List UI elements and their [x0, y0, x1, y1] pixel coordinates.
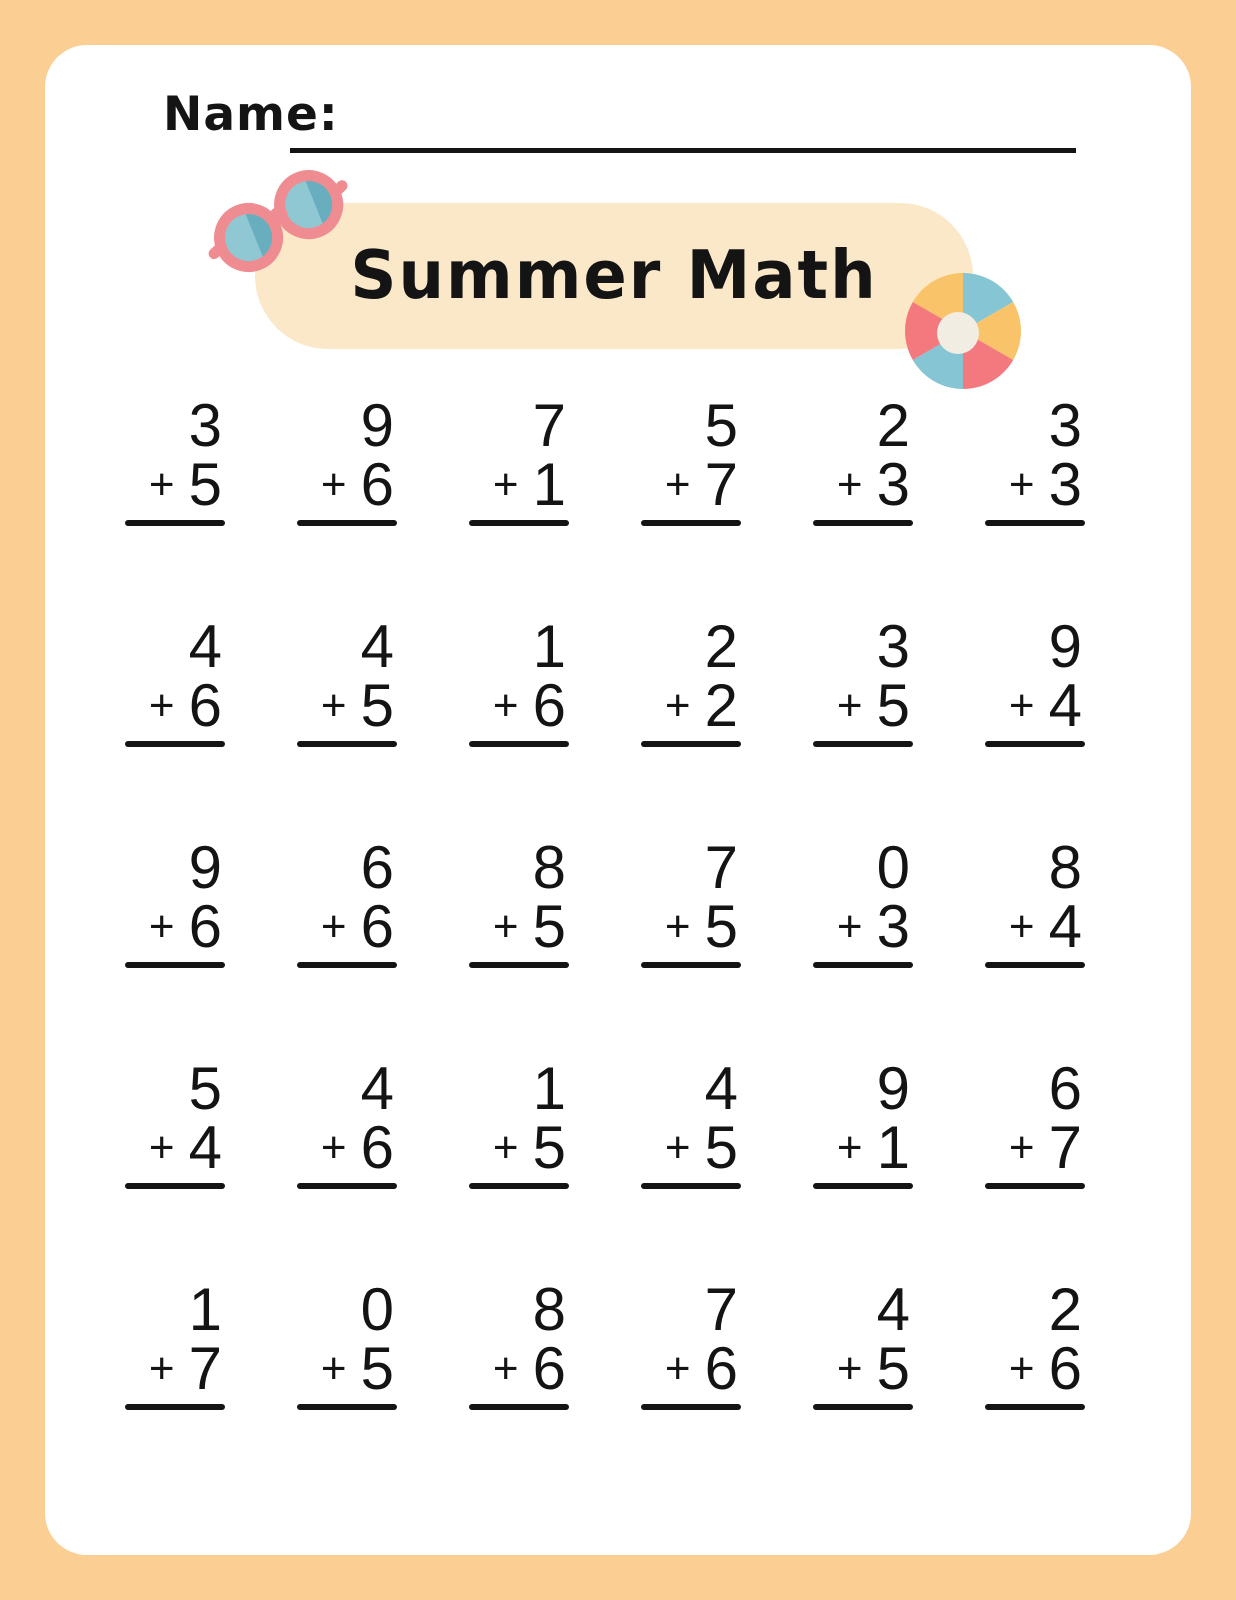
- addend-bottom: 6: [360, 893, 394, 960]
- plus-operator: +: [1008, 681, 1035, 730]
- plus-operator: +: [836, 902, 863, 951]
- addend-top: 4: [876, 1276, 910, 1343]
- problem-r5-c3: [469, 1276, 569, 1410]
- answer-line[interactable]: [813, 962, 913, 968]
- plus-operator: +: [492, 681, 519, 730]
- answer-line[interactable]: [125, 1183, 225, 1189]
- plus-operator: +: [320, 681, 347, 730]
- addend-bottom: 6: [360, 451, 394, 518]
- addend-bottom: 2: [704, 672, 738, 739]
- addend-bottom: 1: [532, 451, 566, 518]
- problem-r2-c1: [125, 613, 225, 747]
- answer-line[interactable]: [813, 741, 913, 747]
- sunglasses-icon: [191, 157, 367, 287]
- addend-top: 1: [532, 1055, 566, 1122]
- addend-top: 3: [188, 392, 222, 459]
- answer-line[interactable]: [125, 962, 225, 968]
- plus-operator: +: [320, 1344, 347, 1393]
- addend-bottom: 6: [1048, 1335, 1082, 1402]
- answer-line[interactable]: [469, 1404, 569, 1410]
- problem-r3-c3: [469, 834, 569, 968]
- addend-bottom: 5: [704, 1114, 738, 1181]
- plus-operator: +: [492, 1344, 519, 1393]
- answer-line[interactable]: [469, 520, 569, 526]
- plus-operator: +: [320, 1123, 347, 1172]
- plus-operator: +: [836, 460, 863, 509]
- addend-top: 4: [360, 613, 394, 680]
- problems-grid: [125, 392, 1085, 1410]
- problem-r1-c4: [641, 392, 741, 526]
- problem-r3-c4: [641, 834, 741, 968]
- problem-r3-c5: [813, 834, 913, 968]
- addend-bottom: 5: [360, 1335, 394, 1402]
- problem-r3-c6: [985, 834, 1085, 968]
- addend-bottom: 6: [360, 1114, 394, 1181]
- problem-r3-c2: [297, 834, 397, 968]
- problem-r4-c3: [469, 1055, 569, 1189]
- answer-line[interactable]: [297, 1183, 397, 1189]
- answer-line[interactable]: [297, 741, 397, 747]
- plus-operator: +: [664, 1123, 691, 1172]
- answer-line[interactable]: [125, 520, 225, 526]
- plus-operator: +: [1008, 1344, 1035, 1393]
- addend-top: 2: [876, 392, 910, 459]
- problem-r5-c4: [641, 1276, 741, 1410]
- problem-r2-c2: [297, 613, 397, 747]
- plus-operator: +: [148, 1123, 175, 1172]
- addend-top: 4: [360, 1055, 394, 1122]
- addend-top: 8: [1048, 834, 1082, 901]
- plus-operator: +: [492, 460, 519, 509]
- addend-bottom: 3: [1048, 451, 1082, 518]
- answer-line[interactable]: [985, 741, 1085, 747]
- problem-r2-c4: [641, 613, 741, 747]
- addend-top: 7: [704, 1276, 738, 1343]
- addend-bottom: 5: [532, 1114, 566, 1181]
- addend-bottom: 6: [532, 1335, 566, 1402]
- problem-r4-c5: [813, 1055, 913, 1189]
- addend-top: 8: [532, 1276, 566, 1343]
- addend-bottom: 5: [360, 672, 394, 739]
- problem-r4-c2: [297, 1055, 397, 1189]
- addend-bottom: 7: [188, 1335, 222, 1402]
- answer-line[interactable]: [641, 1404, 741, 1410]
- problem-r4-c1: [125, 1055, 225, 1189]
- plus-operator: +: [664, 681, 691, 730]
- addend-top: 8: [532, 834, 566, 901]
- addend-top: 3: [876, 613, 910, 680]
- answer-line[interactable]: [985, 962, 1085, 968]
- plus-operator: +: [836, 681, 863, 730]
- addend-bottom: 6: [532, 672, 566, 739]
- addend-top: 9: [1048, 613, 1082, 680]
- addend-bottom: 5: [876, 1335, 910, 1402]
- plus-operator: +: [1008, 902, 1035, 951]
- addend-top: 2: [1048, 1276, 1082, 1343]
- problem-r5-c6: [985, 1276, 1085, 1410]
- plus-operator: +: [836, 1123, 863, 1172]
- answer-line[interactable]: [469, 962, 569, 968]
- addend-bottom: 6: [188, 672, 222, 739]
- addend-bottom: 5: [188, 451, 222, 518]
- plus-operator: +: [320, 460, 347, 509]
- problem-r1-c2: [297, 392, 397, 526]
- answer-line[interactable]: [985, 1404, 1085, 1410]
- addend-top: 0: [360, 1276, 394, 1343]
- addend-bottom: 7: [1048, 1114, 1082, 1181]
- addend-top: 2: [704, 613, 738, 680]
- answer-line[interactable]: [469, 741, 569, 747]
- name-label: Name:: [163, 87, 339, 142]
- beach-ball-icon: [903, 271, 1023, 391]
- addend-top: 6: [360, 834, 394, 901]
- addend-top: 1: [532, 613, 566, 680]
- worksheet-sheet: [45, 45, 1191, 1555]
- plus-operator: +: [148, 681, 175, 730]
- addend-top: 4: [704, 1055, 738, 1122]
- answer-line[interactable]: [641, 962, 741, 968]
- addend-bottom: 5: [532, 893, 566, 960]
- problem-r1-c6: [985, 392, 1085, 526]
- addend-top: 5: [188, 1055, 222, 1122]
- problem-r1-c5: [813, 392, 913, 526]
- addend-bottom: 7: [704, 451, 738, 518]
- problem-r5-c5: [813, 1276, 913, 1410]
- addend-bottom: 5: [704, 893, 738, 960]
- problem-r1-c3: [469, 392, 569, 526]
- answer-line[interactable]: [641, 1183, 741, 1189]
- page-title: Summer Math: [350, 237, 878, 315]
- problem-r2-c3: [469, 613, 569, 747]
- addend-top: 4: [188, 613, 222, 680]
- addend-top: 0: [876, 834, 910, 901]
- problem-r4-c6: [985, 1055, 1085, 1189]
- plus-operator: +: [148, 902, 175, 951]
- addend-bottom: 4: [1048, 893, 1082, 960]
- answer-line[interactable]: [985, 520, 1085, 526]
- plus-operator: +: [664, 1344, 691, 1393]
- answer-line[interactable]: [641, 520, 741, 526]
- addend-bottom: 6: [704, 1335, 738, 1402]
- addend-top: 1: [188, 1276, 222, 1343]
- addend-bottom: 5: [876, 672, 910, 739]
- addend-top: 7: [704, 834, 738, 901]
- plus-operator: +: [836, 1344, 863, 1393]
- plus-operator: +: [664, 460, 691, 509]
- name-input-line[interactable]: [290, 148, 1076, 153]
- answer-line[interactable]: [125, 741, 225, 747]
- answer-line[interactable]: [813, 1404, 913, 1410]
- plus-operator: +: [664, 902, 691, 951]
- answer-line[interactable]: [297, 962, 397, 968]
- plus-operator: +: [492, 1123, 519, 1172]
- plus-operator: +: [148, 460, 175, 509]
- plus-operator: +: [148, 1344, 175, 1393]
- answer-line[interactable]: [641, 741, 741, 747]
- problem-r2-c5: [813, 613, 913, 747]
- problem-r3-c1: [125, 834, 225, 968]
- problem-r1-c1: [125, 392, 225, 526]
- addend-bottom: 6: [188, 893, 222, 960]
- problem-r2-c6: [985, 613, 1085, 747]
- addend-top: 7: [532, 392, 566, 459]
- addend-top: 5: [704, 392, 738, 459]
- answer-line[interactable]: [469, 1183, 569, 1189]
- problem-r4-c4: [641, 1055, 741, 1189]
- problem-r5-c2: [297, 1276, 397, 1410]
- addend-bottom: 4: [188, 1114, 222, 1181]
- answer-line[interactable]: [985, 1183, 1085, 1189]
- plus-operator: +: [1008, 460, 1035, 509]
- answer-line[interactable]: [297, 1404, 397, 1410]
- answer-line[interactable]: [813, 1183, 913, 1189]
- addend-top: 9: [188, 834, 222, 901]
- answer-line[interactable]: [813, 520, 913, 526]
- addend-bottom: 3: [876, 893, 910, 960]
- addend-top: 9: [360, 392, 394, 459]
- addend-top: 3: [1048, 392, 1082, 459]
- plus-operator: +: [492, 902, 519, 951]
- problem-r5-c1: [125, 1276, 225, 1410]
- addend-bottom: 4: [1048, 672, 1082, 739]
- addend-bottom: 3: [876, 451, 910, 518]
- plus-operator: +: [320, 902, 347, 951]
- answer-line[interactable]: [297, 520, 397, 526]
- plus-operator: +: [1008, 1123, 1035, 1172]
- addend-top: 6: [1048, 1055, 1082, 1122]
- answer-line[interactable]: [125, 1404, 225, 1410]
- addend-top: 9: [876, 1055, 910, 1122]
- addend-bottom: 1: [876, 1114, 910, 1181]
